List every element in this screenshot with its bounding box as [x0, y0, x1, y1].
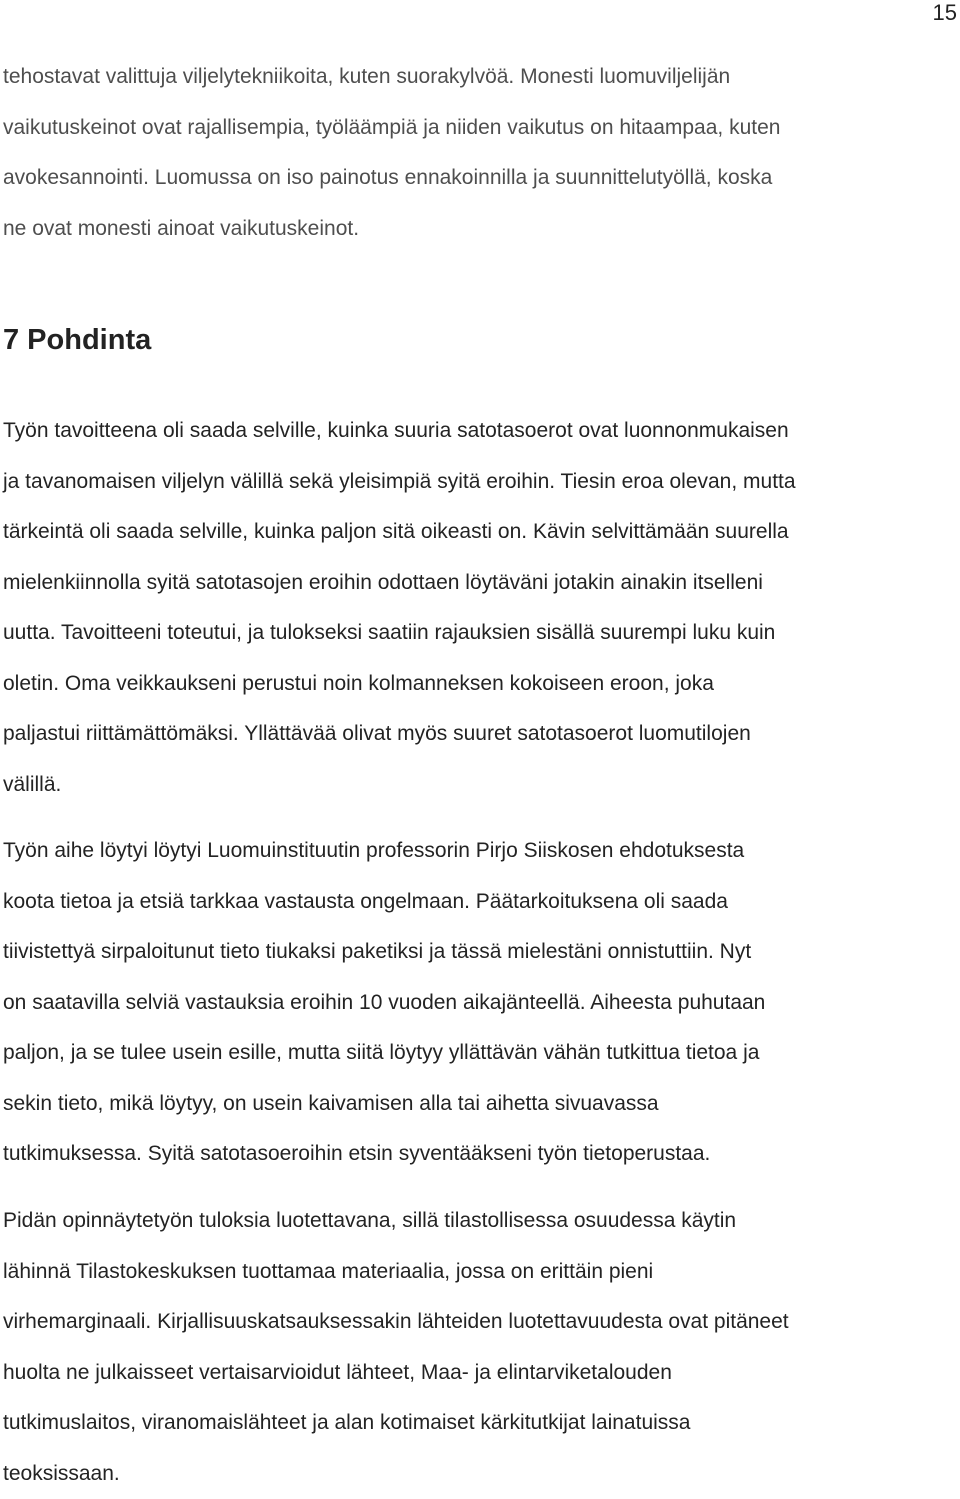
text-line: ja tavanomaisen viljelyn välillä sekä yleisimpiä syitä eroihin. Tiesin eroa olevan, mutta	[3, 457, 796, 508]
text-line: tiivistettyä sirpaloitunut tieto tiukaksi paketiksi ja tässä mielestäni onnistuttiin. Nyt	[3, 927, 765, 978]
text-line: tehostavat valittuja viljelytekniikoita, kuten suorakylvöä. Monesti luomuviljelijän	[3, 52, 780, 103]
text-line: Pidän opinnäytetyön tuloksia luotettavana, sillä tilastollisessa osuudessa käytin	[3, 1196, 789, 1247]
paragraph-reliability	[3, 1196, 789, 1499]
text-line: paljastui riittämättömäksi. Yllättävää olivat myös suuret satotasoerot luomutilojen	[3, 709, 796, 760]
text-line: tutkimuksessa. Syitä satotasoeroihin etsin syventääkseni työn tietoperustaa.	[3, 1129, 765, 1180]
text-line: on saatavilla selviä vastauksia eroihin 10 vuoden aikajänteellä. Aiheesta puhutaan	[3, 978, 765, 1029]
text-line: paljon, ja se tulee usein esille, mutta siitä löytyy yllättävän vähän tutkittua tietoa ja	[3, 1028, 765, 1079]
page-number: 15	[933, 0, 957, 26]
section-heading: 7 Pohdinta	[3, 322, 151, 358]
intro-paragraph	[3, 52, 780, 254]
text-line: huolta ne julkaisseet vertaisarvioidut lähteet, Maa- ja elintarviketalouden	[3, 1348, 789, 1399]
text-line: mielenkiinnolla syitä satotasojen eroihin odottaen löytäväni jotakin ainakin itselleni	[3, 558, 796, 609]
text-line: teoksissaan.	[3, 1449, 789, 1499]
text-line: virhemarginaali. Kirjallisuuskatsauksessakin lähteiden luotettavuudesta ovat pitäneet	[3, 1297, 789, 1348]
text-line: koota tietoa ja etsiä tarkkaa vastausta ongelmaan. Päätarkoituksena oli saada	[3, 877, 765, 928]
text-line: tärkeintä oli saada selville, kuinka paljon sitä oikeasti on. Kävin selvittämään suurella	[3, 507, 796, 558]
text-line: välillä.	[3, 760, 796, 811]
text-line: ne ovat monesti ainoat vaikutuskeinot.	[3, 204, 780, 255]
text-line: vaikutuskeinot ovat rajallisempia, työläämpiä ja niiden vaikutus on hitaampaa, kuten	[3, 103, 780, 154]
text-line: tutkimuslaitos, viranomaislähteet ja alan kotimaiset kärkitutkijat lainatuissa	[3, 1398, 789, 1449]
text-line: Työn tavoitteena oli saada selville, kuinka suuria satotasoerot ovat luonnonmukaisen	[3, 406, 796, 457]
text-line: sekin tieto, mikä löytyy, on usein kaivamisen alla tai aihetta sivuavassa	[3, 1079, 765, 1130]
text-line: Työn aihe löytyi löytyi Luomuinstituutin professorin Pirjo Siiskosen ehdotuksesta	[3, 826, 765, 877]
text-line: oletin. Oma veikkaukseni perustui noin kolmanneksen kokoiseen eroon, joka	[3, 659, 796, 710]
paragraph-topic	[3, 826, 765, 1180]
text-line: uutta. Tavoitteeni toteutui, ja tulokseksi saatiin rajauksien sisällä suurempi luku kuin	[3, 608, 796, 659]
text-line: avokesannointi. Luomussa on iso painotus ennakoinnilla ja suunnittelutyöllä, koska	[3, 153, 780, 204]
paragraph-goals	[3, 406, 796, 810]
text-line: lähinnä Tilastokeskuksen tuottamaa materiaalia, jossa on erittäin pieni	[3, 1247, 789, 1298]
